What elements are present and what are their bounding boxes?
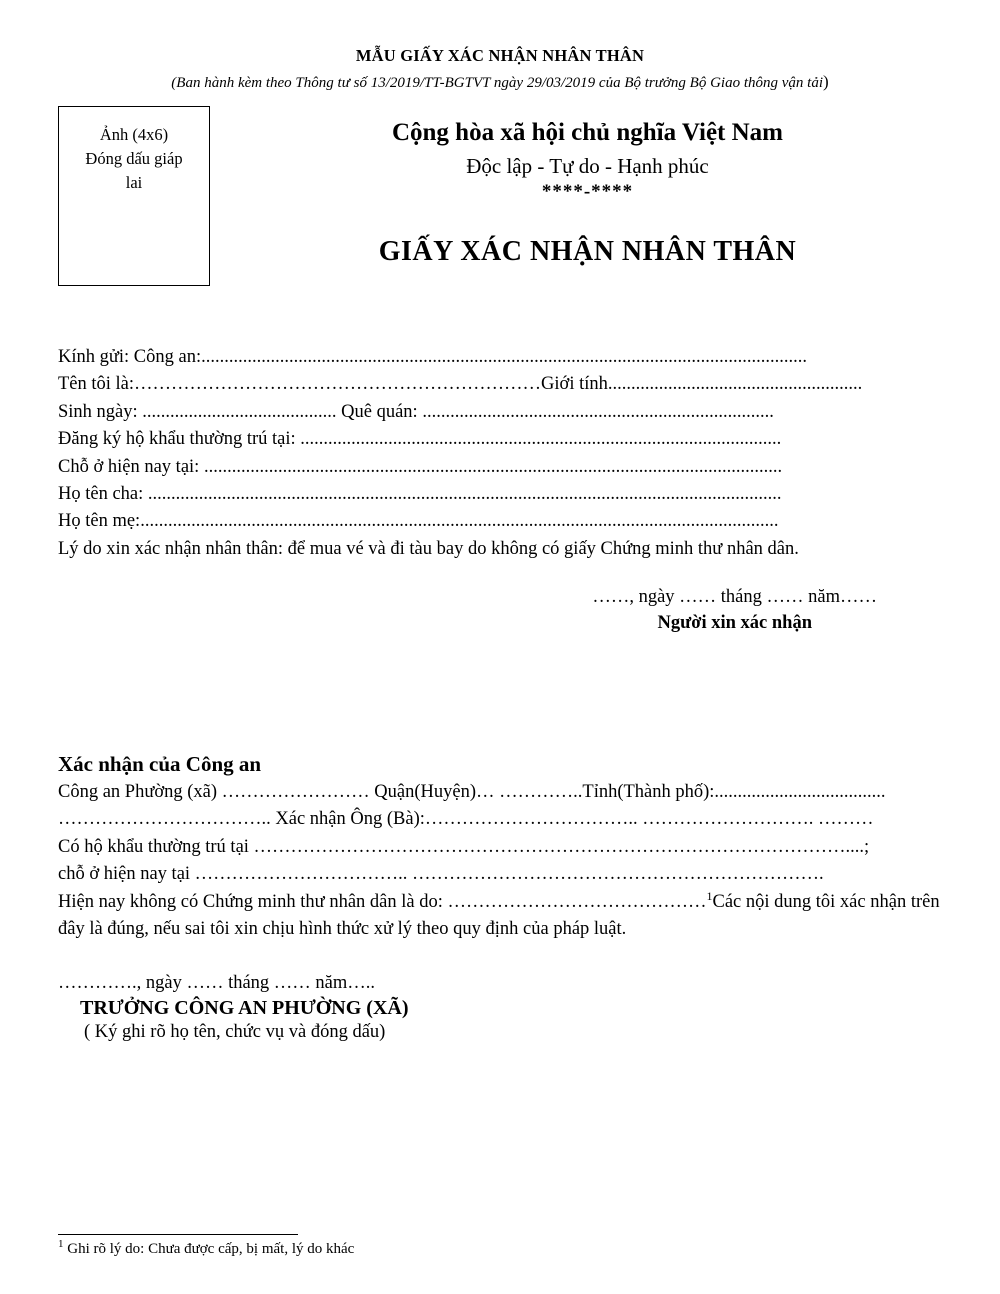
closing-date-line: …………., ngày …… tháng …… năm…..: [58, 973, 376, 994]
police-line: Có hộ khẩu thường trú tại ……………………………………………………………………………………....;: [58, 836, 870, 857]
police-line-continued: Các nội dung tôi xác nhận trên đây là đúng, nếu sai tôi xin chịu hình thức xử lý theo quy định của pháp luật.: [58, 891, 940, 939]
footnote-text: Ghi rõ lý do: Chưa được cấp, bị mất, lý do khác: [63, 1241, 355, 1257]
footnote: [58, 1238, 938, 1258]
applicant-date-line: ……, ngày …… tháng …… năm……: [592, 587, 877, 607]
police-line: Công an Phường (xã) …………………… Quận(Huyện)… …………..Tỉnh(Thành phố):.....................................: [58, 782, 886, 802]
applicant-signature-label: Người xin xác nhận: [657, 613, 812, 633]
field-line: Chỗ ở hiện nay tại: .............................................................................................................................: [58, 456, 783, 477]
form-fields: [58, 344, 942, 563]
field-line: Họ tên mẹ:..........................................................................................................................................: [58, 511, 779, 532]
photo-box-line1: Ảnh (4x6): [99, 125, 169, 144]
field-line: Tên tôi là:…………………………………………………………Giới tính.......................................................: [58, 374, 863, 395]
footnote-block: [58, 1234, 938, 1258]
police-line-with-footnote: [58, 889, 942, 944]
police-line: …………………………….. Xác nhận Ông (Bà):…………………………….. ………………………. ………: [58, 809, 874, 830]
footnote-divider: [58, 1234, 298, 1235]
field-line: Lý do xin xác nhận nhân thân: để mua vé và đi tàu bay do không có giấy Chứng minh thư nhân dân.: [58, 538, 799, 559]
police-line: chỗ ở hiện nay tại …………………………….. ………………………………………………………….: [58, 864, 824, 885]
field-line: Sinh ngày: .......................................... Quê quán: ............................................................................: [58, 401, 774, 422]
footnote-marker: 1: [58, 1238, 64, 1250]
footnote-reference: 1: [706, 888, 713, 903]
country-name: Cộng hòa xã hội chủ nghĩa Việt Nam: [391, 119, 784, 146]
stars-divider: ****-****: [541, 181, 634, 202]
photo-box-line2: Đóng dấu giáp: [85, 148, 183, 168]
form-issued-under-paren: ): [823, 72, 829, 91]
closing-note: ( Ký ghi rõ họ tên, chức vụ và đóng dấu): [84, 1022, 386, 1043]
field-line: Kính gửi: Công an:...................................................................................................................................: [58, 347, 807, 367]
national-motto: Độc lập - Tự do - Hạnh phúc: [466, 154, 709, 178]
document-title: GIẤY XÁC NHẬN NHÂN THÂN: [378, 236, 797, 267]
photo-box: [58, 106, 210, 286]
header-row: [58, 106, 942, 292]
national-heading: [233, 106, 942, 268]
police-section-title: Xác nhận của Công an: [58, 752, 262, 776]
field-line: Đăng ký hộ khẩu thường trú tại: ........................................................................................................: [58, 429, 782, 450]
closing-role-label: TRƯỞNG CÔNG AN PHƯỜNG (XÃ): [80, 997, 409, 1020]
photo-box-line3: lai: [125, 172, 143, 192]
form-issued-under-text: (Ban hành kèm theo Thông tư số 13/2019/TT-BGTVT ngày 29/03/2019 của Bộ trưởng Bộ Giao thông vận tải: [171, 75, 824, 91]
form-issued-under: [58, 72, 942, 92]
field-line: Họ tên cha: .........................................................................................................................................: [58, 483, 782, 504]
police-section-lines: [58, 779, 942, 943]
form-title: MẪU GIẤY XÁC NHẬN NHÂN THÂN: [355, 46, 645, 65]
police-line-text: Hiện nay không có Chứng minh thư nhân dân là do: ……………………………………: [58, 891, 707, 912]
